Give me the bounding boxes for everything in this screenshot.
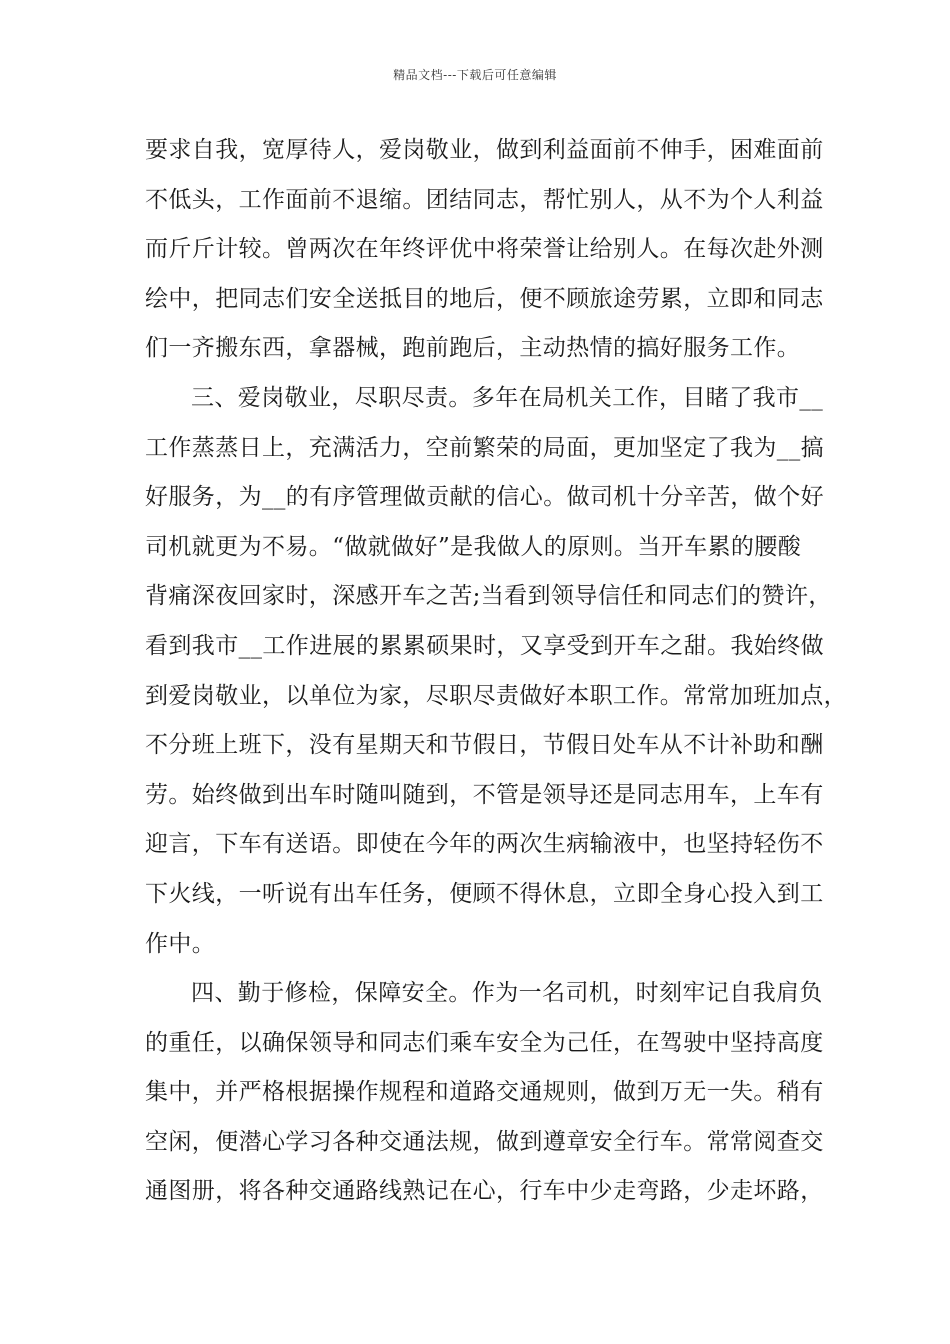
text-line: 的重任，以确保领导和同志们乘车安全为己任，在驾驶中坚持高度	[145, 1029, 824, 1056]
paragraph-start-line: 四、勤于修检，保障安全。作为一名司机，时刻牢记自我肩负	[191, 980, 823, 1007]
text-line: 不分班上班下，没有星期天和节假日，节假日处车从不计补助和酬	[145, 732, 824, 759]
text-line: 劳。始终做到出车时随叫随到，不管是领导还是同志用车，上车有	[145, 781, 824, 808]
text-line: 好服务，为__的有序管理做贡献的信心。做司机十分辛苦，做个好	[145, 484, 824, 511]
document-body	[145, 126, 847, 1217]
text-line: 空闲，便潜心学习各种交通法规，做到遵章安全行车。常常阅查交	[145, 1128, 824, 1155]
text-line: 看到我市__工作进展的累累硕果时，又享受到开车之甜。我始终做	[145, 632, 824, 659]
text-line: 通图册，将各种交通路线熟记在心，行车中少走弯路，少走坏路，	[145, 1178, 824, 1205]
text-line: 作中。	[145, 930, 216, 957]
text-line: 而斤斤计较。曾两次在年终评优中将荣誉让给别人。在每次赴外测	[145, 236, 824, 263]
text-line: 到爱岗敬业，以单位为家，尽职尽责做好本职工作。常常加班加点，	[145, 682, 847, 709]
text-line: 迎言，下车有送语。即使在今年的两次生病输液中，也坚持轻伤不	[145, 831, 824, 858]
text-line: 司机就更为不易。“做就做好”是我做人的原则。当开车累的腰酸	[145, 533, 802, 560]
text-line: 集中，并严格根据操作规程和道路交通规则，做到万无一失。稍有	[145, 1079, 824, 1106]
page-header: 精品文档---下载后可任意编辑	[393, 68, 557, 82]
text-line: 背痛深夜回家时，深感开车之苦;当看到领导信任和同志们的赞许，	[145, 583, 832, 610]
text-line: 绘中，把同志们安全送抵目的地后，便不顾旅途劳累，立即和同志	[145, 285, 824, 312]
text-line: 不低头，工作面前不退缩。团结同志，帮忙别人，从不为个人利益	[145, 186, 824, 213]
paragraph-start-line: 三、爱岗敬业，尽职尽责。多年在局机关工作，目睹了我市__	[191, 384, 824, 411]
text-line: 要求自我，宽厚待人，爱岗敬业，做到利益面前不伸手，困难面前	[145, 137, 824, 163]
text-line: 下火线，一听说有出车任务，便顾不得休息，立即全身心投入到工	[145, 880, 824, 907]
text-line: 工作蒸蒸日上，充满活力，空前繁荣的局面，更加坚定了我为__搞	[145, 434, 824, 461]
text-line: 们一齐搬东西，拿器械，跑前跑后，主动热情的搞好服务工作。	[145, 335, 801, 362]
